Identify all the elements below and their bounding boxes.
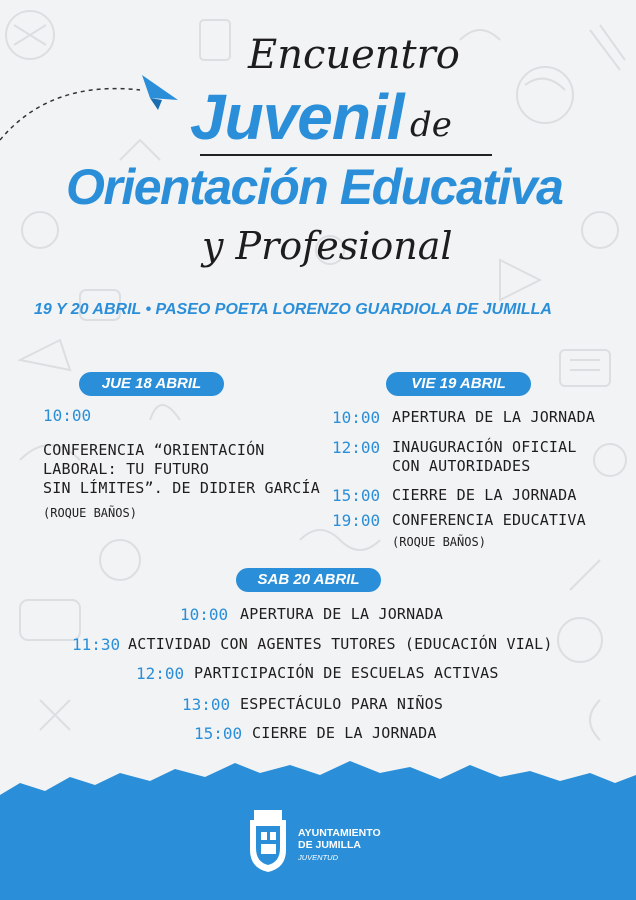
footer-org-line1: AYUNTAMIENTO — [298, 827, 381, 839]
day1-title-line1: CONFERENCIA “ORIENTACIÓN — [43, 441, 265, 459]
footer-dept: JUVENTUD — [298, 853, 339, 862]
day3-text-4: ESPECTÁCULO PARA NIÑOS — [240, 695, 444, 713]
day2-time-2: 12:00 — [332, 438, 381, 457]
title-line1: Encuentro — [248, 32, 460, 78]
day2-text-4: CONFERENCIA EDUCATIVA — [392, 511, 586, 529]
day2-text-2: INAUGURACIÓN OFICIAL — [392, 438, 577, 456]
coat-of-arms-icon — [244, 808, 292, 874]
event-subtitle: 19 Y 20 ABRIL • PASEO POETA LORENZO GUARDIOLA DE JUMILLA — [34, 301, 552, 318]
day1-label: JUE 18 ABRIL — [79, 372, 224, 396]
day3-text-3: PARTICIPACIÓN DE ESCUELAS ACTIVAS — [194, 664, 499, 682]
day3-text-5: CIERRE DE LA JORNADA — [252, 724, 437, 742]
day2-text-3: CIERRE DE LA JORNADA — [392, 486, 577, 504]
day1-title-line2: LABORAL: TU FUTURO — [43, 460, 210, 478]
day3-time-5: 15:00 — [194, 724, 243, 743]
footer-org-line2: DE JUMILLA — [298, 839, 361, 851]
day2-text-2b: CON AUTORIDADES — [392, 457, 531, 475]
day2-text-1: APERTURA DE LA JORNADA — [392, 408, 596, 426]
title-juvenil: Juvenil — [190, 81, 404, 153]
title-line4: y Profesional — [202, 224, 453, 268]
title-line3: Orientación Educativa — [66, 159, 563, 215]
day2-note-4: (ROQUE BAÑOS) — [392, 535, 486, 549]
day2-label: VIE 19 ABRIL — [386, 372, 531, 396]
day3-text-1: APERTURA DE LA JORNADA — [240, 605, 444, 623]
day3-text-2: ACTIVIDAD CON AGENTES TUTORES (EDUCACIÓN VIAL) — [128, 635, 553, 653]
day1-title-line3: SIN LÍMITES”. DE DIDIER GARCÍA — [43, 479, 320, 497]
day2-time-1: 10:00 — [332, 408, 381, 427]
title-de: de — [410, 105, 452, 145]
title-underline — [200, 154, 492, 156]
day3-time-1: 10:00 — [180, 605, 229, 624]
day1-time: 10:00 — [43, 406, 92, 425]
day3-label: SAB 20 ABRIL — [236, 568, 381, 592]
day3-time-4: 13:00 — [182, 695, 231, 714]
day3-time-3: 12:00 — [136, 664, 185, 683]
day1-note: (ROQUE BAÑOS) — [43, 506, 137, 520]
paper-plane-icon — [0, 70, 185, 170]
day3-time-2: 11:30 — [72, 635, 121, 654]
day2-time-4: 19:00 — [332, 511, 381, 530]
day2-time-3: 15:00 — [332, 486, 381, 505]
